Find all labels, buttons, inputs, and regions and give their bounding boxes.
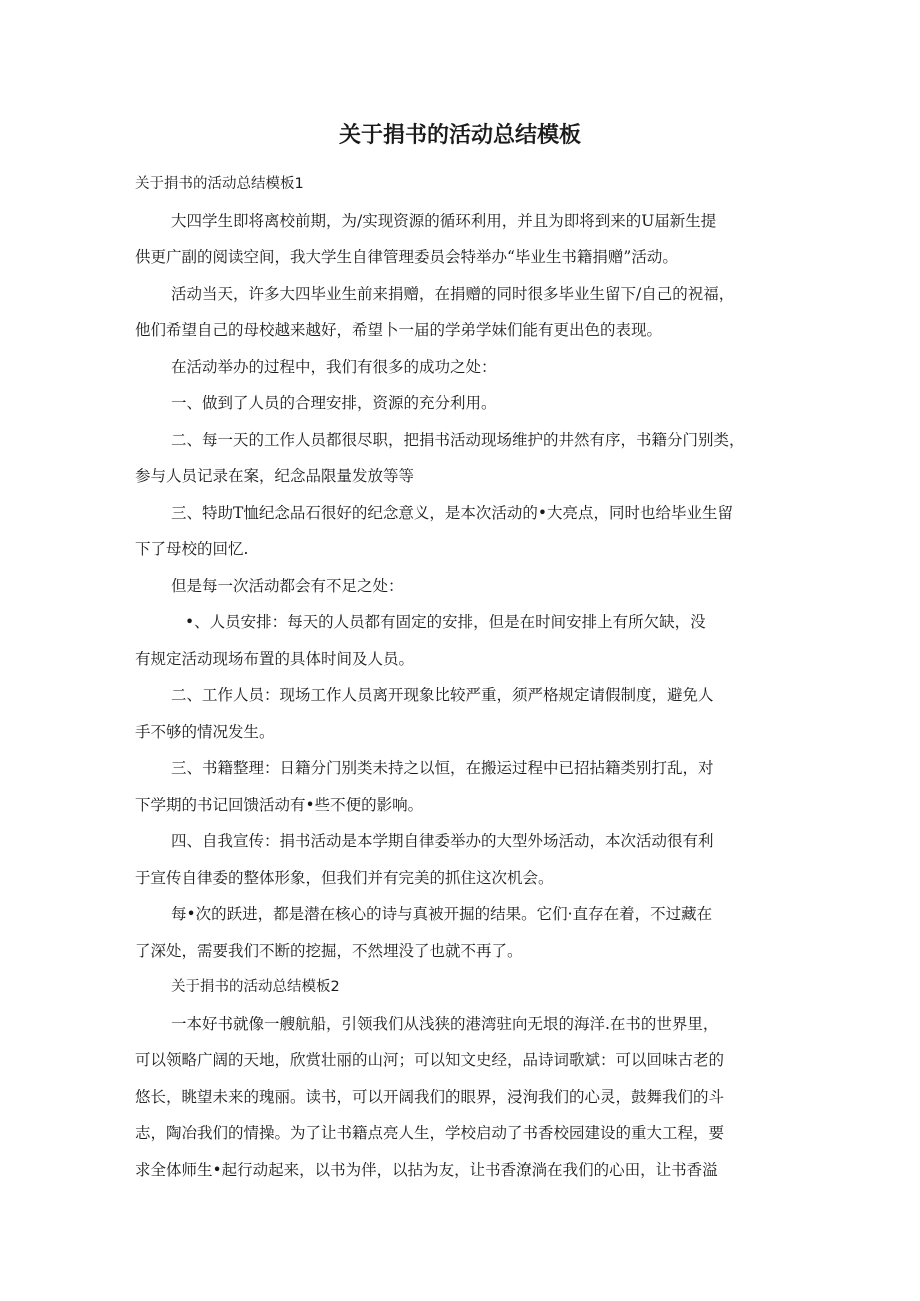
text-line: 下学期的书记回馈活动有•些不便的影响。 bbox=[135, 795, 424, 814]
text-line: 悠长，眺望未来的瑰丽。读书，可以开阔我们的眼界，浸洵我们的心灵，鼓舞我们的斗 bbox=[135, 1087, 725, 1106]
text-line: 但是每一次活动都会有不足之处： bbox=[171, 576, 404, 595]
document-body bbox=[135, 166, 785, 1188]
text-line: 一、做到了人员的合理安排，资源的充分利用。 bbox=[171, 394, 497, 412]
document-title: 关于捐书的活动总结模板 bbox=[338, 123, 581, 148]
text-line: 可以领略广阔的天地，欣赏壮丽的山河；可以知文史经，品诗词歌斌：可以回味古老的 bbox=[135, 1051, 725, 1069]
text-line: 关于捐书的活动总结模板2 bbox=[171, 979, 340, 995]
text-line: 三、特助T恤纪念品石很好的纪念意义，是本次活动的•大亮点，同时也给毕业生留 bbox=[171, 503, 733, 522]
text-line: 关于捐书的活动总结模板1 bbox=[135, 176, 304, 192]
text-line: 他们希望自己的母校越来越好，希望卜一届的学弟学妹们能有更出色的表现。 bbox=[135, 321, 663, 339]
text-line: 每•次的跃进，都是潜在核心的诗与真被开掘的结果。它们·直存在着，不过藏在 bbox=[171, 905, 713, 923]
text-line: 三、书籍整理：日籍分门别类未持之以恒，在搬运过程中已招拈籍类别打乱，对 bbox=[171, 759, 714, 777]
text-line: 二、每一天的工作人员都很尽职，把捐书活动现场维护的井然有序，书籍分门别类， bbox=[171, 430, 745, 449]
text-line: 参与人员记录在案，纪念品限量发放等等 bbox=[135, 467, 415, 485]
text-line: 于宣传自律委的整体形象，但我们并有完美的抓住这次机会。 bbox=[135, 868, 554, 887]
text-line: 一本好书就像一艘航船，引领我们从浅狭的港湾驻向无垠的海洋.在书的世界里， bbox=[171, 1014, 719, 1033]
text-line: •、人员安排：每天的人员都有固定的安排，但是在时间安排上有所欠缺，没 bbox=[185, 613, 706, 631]
text-line: 四、自我宣传：捐书活动是本学期自律委举办的大型外场活动，本次活动很有利 bbox=[171, 832, 714, 850]
text-line: 在活动举办的过程中，我们有很多的成功之处： bbox=[171, 357, 497, 376]
text-line: 下了母校的回忆. bbox=[135, 540, 249, 558]
text-line: 了深处，需要我们不断的挖掘，不然埋没了也就不再了。 bbox=[135, 941, 523, 960]
text-line: 活动当天，许多大四毕业生前来捐赠，在捐赠的同时很多毕业生留下/自己的祝福， bbox=[171, 284, 735, 303]
text-line: 有规定活动现场布置的具体时间及人员。 bbox=[135, 649, 415, 668]
text-line: 大四学生即将离校前期，为/实现资源的循环利用，并且为即将到来的U届新生提 bbox=[171, 211, 717, 230]
text-line: 二、工作人员：现场工作人员离开现象比较严重，须严格规定请假制度，避免人 bbox=[171, 686, 714, 704]
text-line: 供更广副的阅读空间，我大学生自律管理委员会特举办“毕业生书籍捐赠”活动。 bbox=[135, 248, 678, 266]
text-line: 手不够的情况发生。 bbox=[135, 722, 275, 741]
text-line: 求全体师生•起行动起来，以书为伴，以拈为友，让书香潦淌在我们的心田，让书香溢 bbox=[135, 1160, 718, 1179]
text-line: 志，陶冶我们的情操。为了让书籍点亮人生，学校启动了书香校园建设的重大工程，要 bbox=[135, 1124, 725, 1142]
